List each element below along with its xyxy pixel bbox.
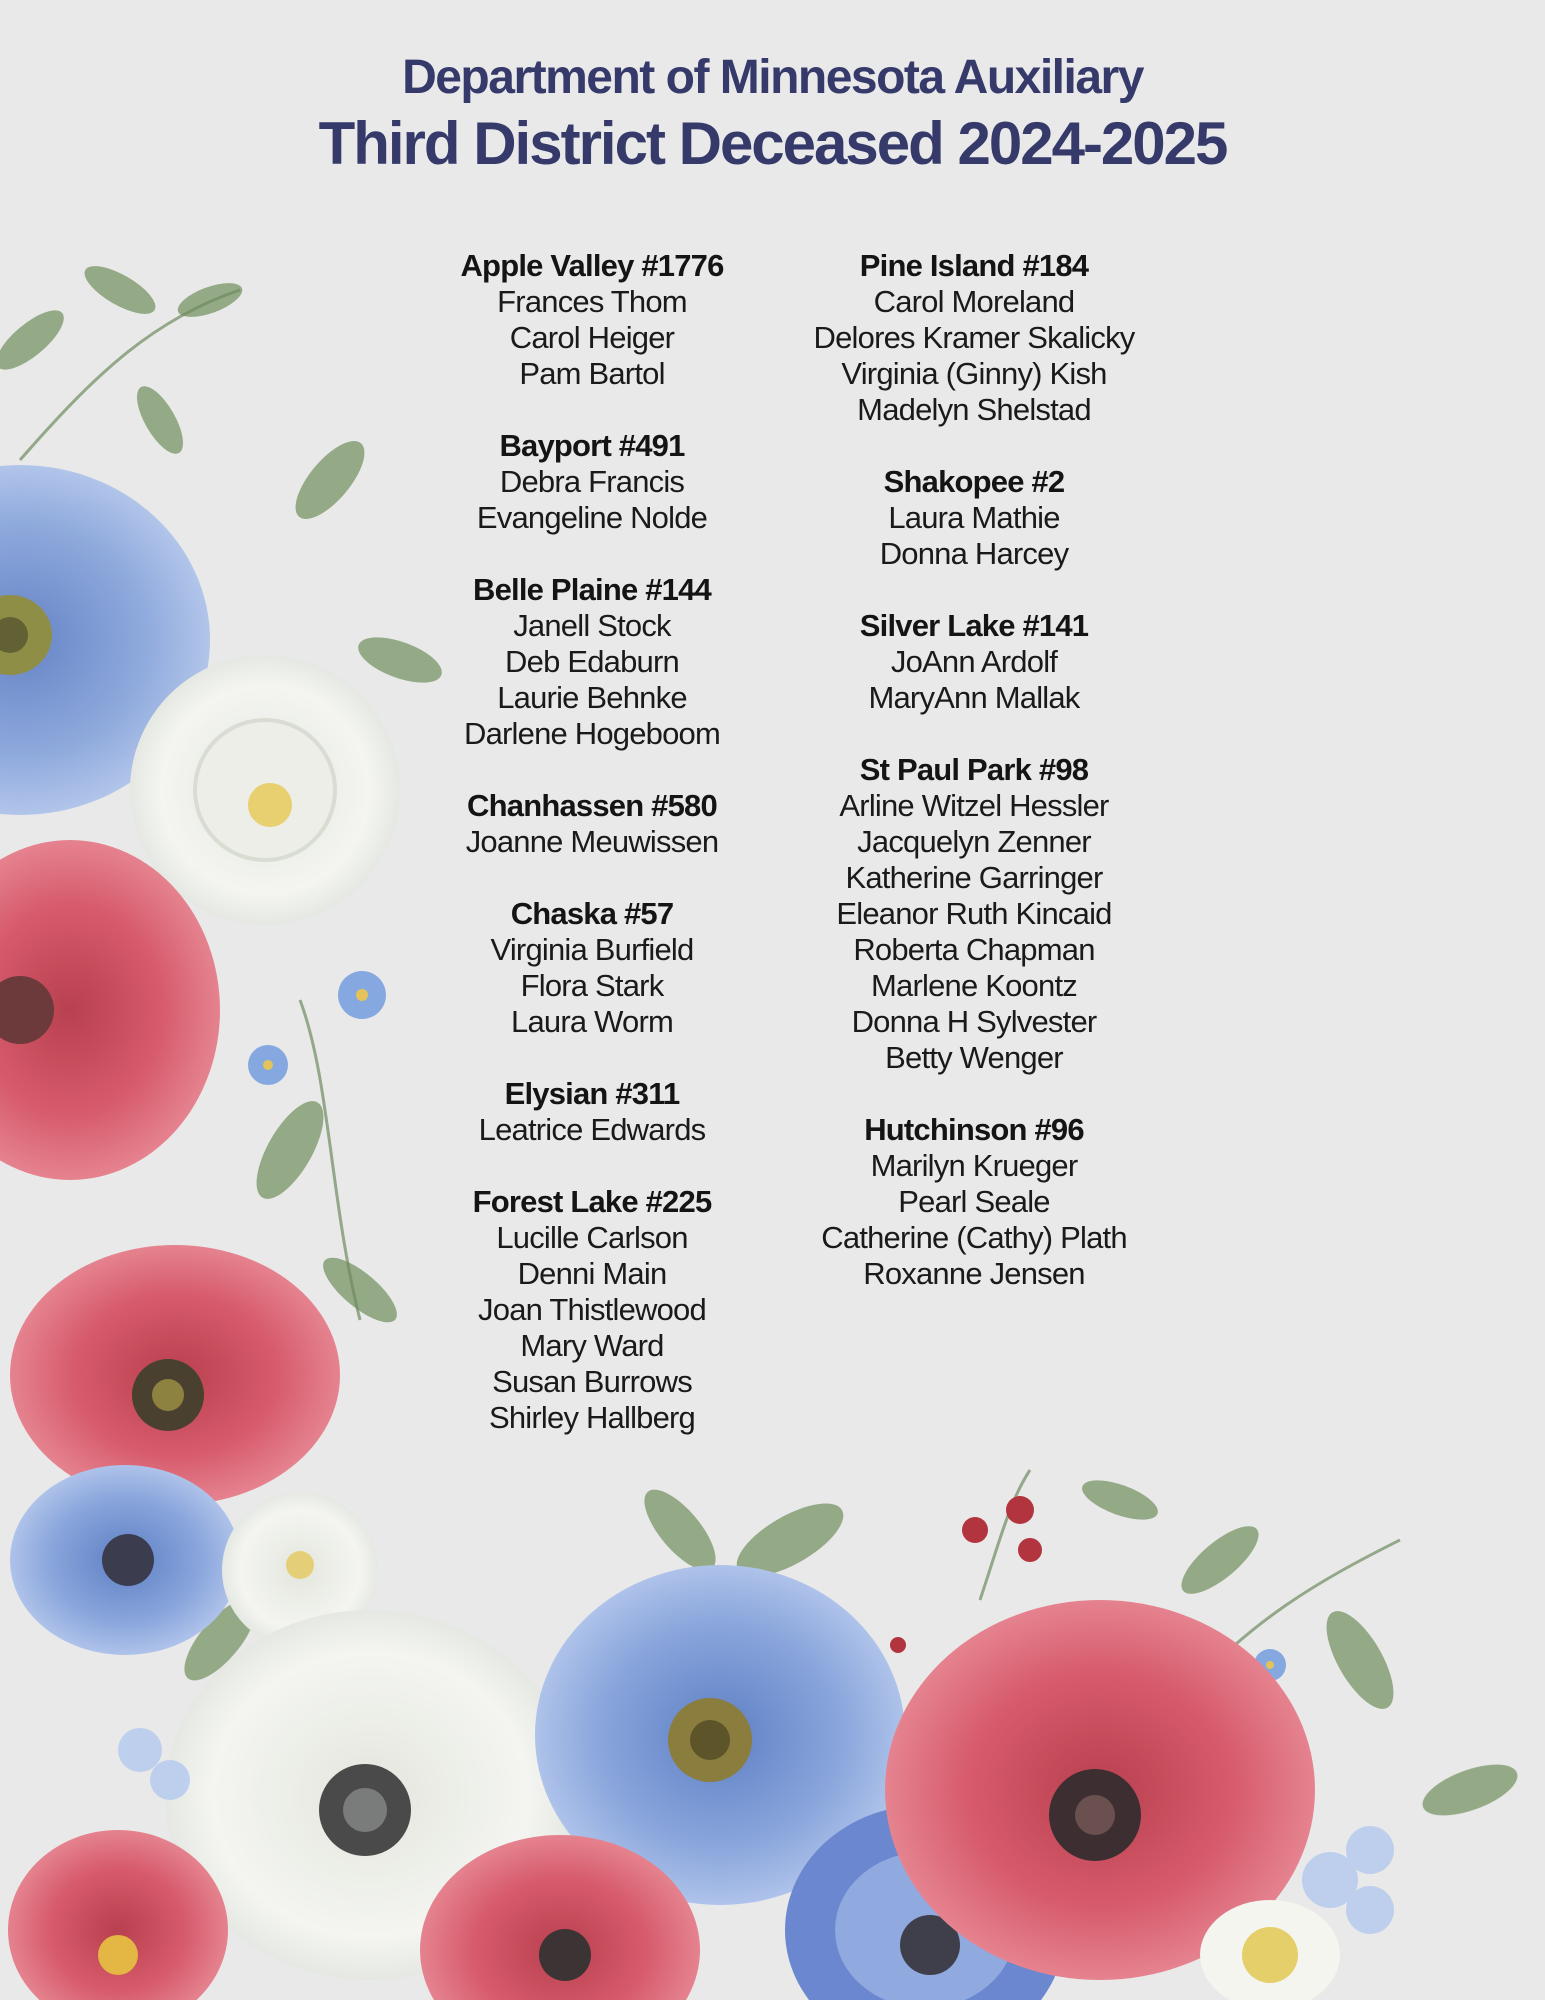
post-name: Chaska #57 — [510, 896, 674, 931]
post-name: Shakopee #2 — [883, 464, 1065, 499]
member-name: Roberta Chapman — [853, 932, 1095, 967]
post-block — [774, 608, 1174, 716]
member-name: Madelyn Shelstad — [857, 392, 1091, 427]
post-block — [392, 788, 792, 860]
post-name: Forest Lake #225 — [472, 1184, 712, 1219]
member-name: Joanne Meuwissen — [465, 824, 719, 859]
member-name: Marlene Koontz — [871, 968, 1077, 1003]
post-block — [774, 464, 1174, 572]
member-name: Deb Edaburn — [505, 644, 679, 679]
member-name: Carol Heiger — [509, 320, 675, 355]
post-name: Elysian #311 — [504, 1076, 680, 1111]
right-column — [774, 248, 1174, 1328]
member-name: Susan Burrows — [492, 1364, 692, 1399]
member-name: JoAnn Ardolf — [890, 644, 1058, 679]
post-name: Apple Valley #1776 — [460, 248, 724, 283]
page-title: Third District Deceased 2024-2025 — [318, 110, 1227, 177]
post-block — [774, 1112, 1174, 1292]
post-name: Silver Lake #141 — [859, 608, 1089, 643]
post-block — [774, 752, 1174, 1076]
member-name: Evangeline Nolde — [476, 500, 708, 535]
member-name: Jacquelyn Zenner — [857, 824, 1091, 859]
post-name: Chanhassen #580 — [467, 788, 717, 823]
member-name: Marilyn Krueger — [870, 1148, 1078, 1183]
left-column — [392, 248, 792, 1472]
member-name: Lucille Carlson — [496, 1220, 688, 1255]
post-name: Belle Plaine #144 — [472, 572, 711, 607]
member-name: Leatrice Edwards — [478, 1112, 706, 1147]
member-name: Roxanne Jensen — [863, 1256, 1085, 1291]
member-name: Betty Wenger — [885, 1040, 1063, 1075]
post-block — [392, 248, 792, 392]
member-name: Laura Mathie — [888, 500, 1060, 535]
member-name: Arline Witzel Hessler — [839, 788, 1109, 823]
post-block — [392, 896, 792, 1040]
member-name: Katherine Garringer — [845, 860, 1103, 895]
post-name: St Paul Park #98 — [859, 752, 1089, 787]
member-name: Catherine (Cathy) Plath — [821, 1220, 1127, 1255]
member-name: MaryAnn Mallak — [868, 680, 1080, 715]
page-header — [0, 48, 1545, 180]
member-name: Frances Thom — [497, 284, 687, 319]
member-name: Debra Francis — [499, 464, 685, 499]
member-name: Denni Main — [517, 1256, 667, 1291]
member-name: Eleanor Ruth Kincaid — [836, 896, 1112, 931]
member-name: Mary Ward — [520, 1328, 664, 1363]
member-name: Laura Worm — [511, 1004, 673, 1039]
post-block — [392, 1076, 792, 1148]
member-name: Carol Moreland — [873, 284, 1075, 319]
post-block — [774, 248, 1174, 428]
member-name: Shirley Hallberg — [488, 1400, 696, 1435]
post-block — [392, 428, 792, 536]
member-name: Donna H Sylvester — [851, 1004, 1097, 1039]
member-name: Flora Stark — [520, 968, 664, 1003]
post-name: Bayport #491 — [499, 428, 685, 463]
post-name: Hutchinson #96 — [864, 1112, 1084, 1147]
member-name: Pam Bartol — [519, 356, 665, 391]
member-name: Darlene Hogeboom — [463, 716, 721, 751]
post-block — [392, 572, 792, 752]
member-name: Virginia (Ginny) Kish — [841, 356, 1107, 391]
member-name: Donna Harcey — [879, 536, 1069, 571]
page-subtitle: Department of Minnesota Auxiliary — [402, 51, 1143, 104]
post-block — [392, 1184, 792, 1436]
member-name: Virginia Burfield — [490, 932, 694, 967]
member-name: Delores Kramer Skalicky — [813, 320, 1135, 355]
member-name: Laurie Behnke — [497, 680, 687, 715]
member-name: Joan Thistlewood — [478, 1292, 706, 1327]
member-name: Pearl Seale — [898, 1184, 1050, 1219]
post-name: Pine Island #184 — [859, 248, 1089, 283]
member-name: Janell Stock — [513, 608, 671, 643]
